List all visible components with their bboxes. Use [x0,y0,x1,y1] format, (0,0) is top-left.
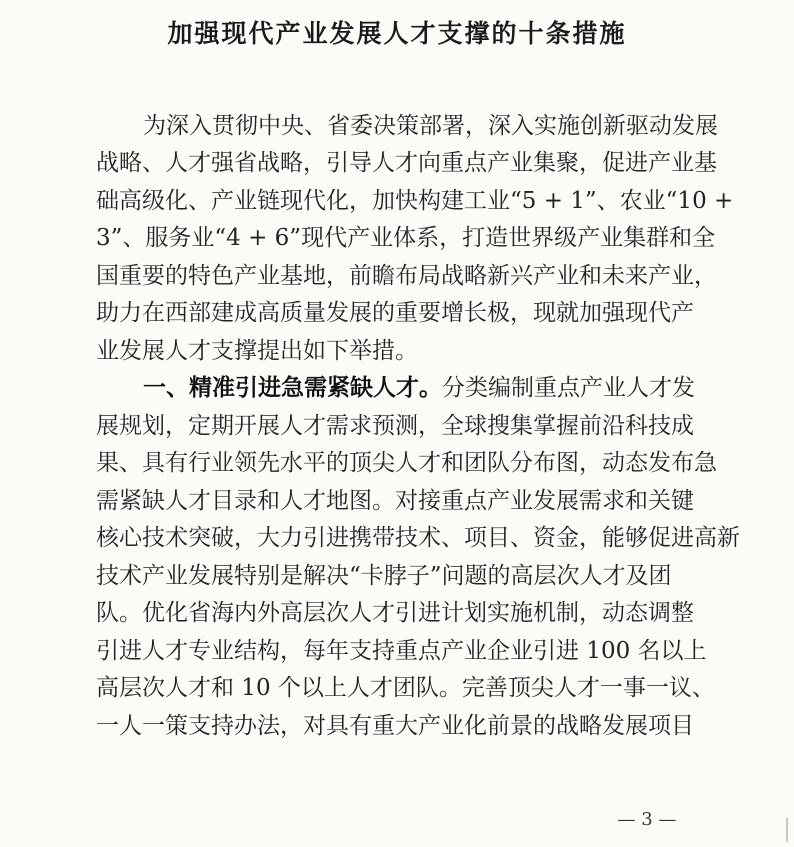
section-1-heading: 一、精准引进急需紧缺人才。 [143,375,442,401]
section-1-line-9: 高层次人才和 10 个以上人才团队。完善顶尖人才一事一议、 [96,675,715,701]
section-1-line-7: 队。优化省海内外高层次人才引进计划实施机制，动态调整 [96,600,694,626]
intro-line-3: 础高级化、产业链现代化，加快构建工业“5 + 1”、农业“10 + [96,188,734,214]
section-1-first-line-text: 分类编制重点产业人才发 [442,375,695,401]
intro-line-7: 业发展人才支撑提出如下举措。 [96,338,418,364]
section-1-line-8: 引进人才专业结构，每年支持重点产业企业引进 100 名以上 [96,638,707,664]
intro-line-6: 助力在西部建成高质量发展的重要增长极，现就加强现代产 [96,300,694,326]
intro-line-2: 战略、人才强省战略，引导人才向重点产业集聚，促进产业基 [96,150,717,176]
section-1-line-3: 果、具有行业领先水平的顶尖人才和团队分布图，动态发布急 [96,450,717,476]
intro-line-5: 国重要的特色产业基地，前瞻布局战略新兴产业和未来产业， [96,263,717,289]
scan-edge-mark [786,818,788,842]
section-1-first-line [143,373,695,403]
intro-line-1: 为深入贯彻中央、省委决策部署，深入实施创新驱动发展 [143,113,718,139]
section-1-line-2: 展规划，定期开展人才需求预测，全球搜集掌握前沿科技成 [96,413,694,439]
page-number: — 3 — [617,809,677,830]
section-1-line-6: 技术产业发展特别是解决“卡脖子”问题的高层次人才及团 [96,563,672,589]
intro-line-4: 3”、服务业“4 + 6”现代产业体系，打造世界级产业集群和全 [96,225,716,251]
section-1-line-5: 核心技术突破，大力引进携带技术、项目、资金，能够促进高新 [96,525,740,551]
document-title: 加强现代产业发展人才支撑的十条措施 [167,19,627,48]
section-1-line-10: 一人一策支持办法，对具有重大产业化前景的战略发展项目 [96,713,694,739]
section-1-line-4: 需紧缺人才目录和人才地图。对接重点产业发展需求和关键 [96,488,694,514]
